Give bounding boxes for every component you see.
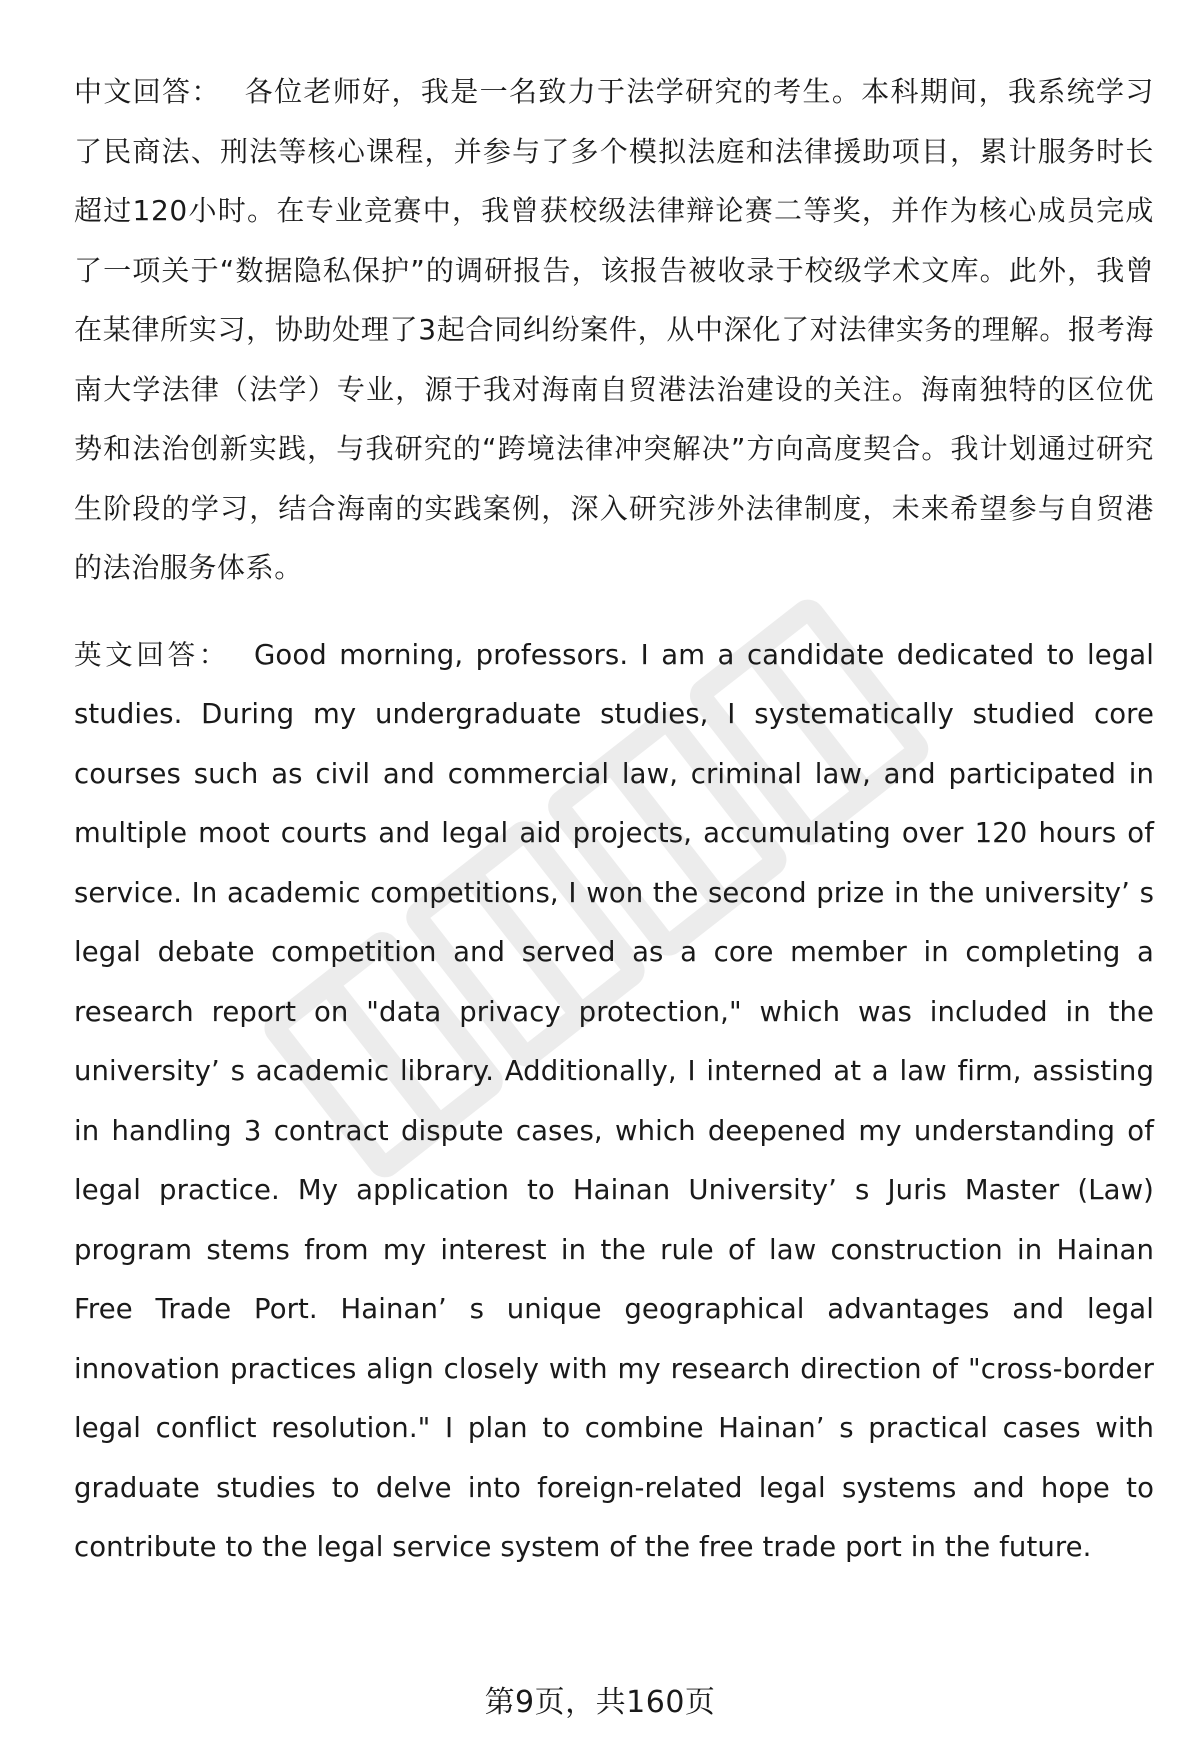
page-indicator: 第9页，共160页 bbox=[484, 1685, 716, 1720]
chinese-answer-text: 各位老师好，我是一名致力于法学研究的考生。本科期间，我系统学习了民商法、刑法等核心课程，并参与了多个模拟法庭和法律援助项目，累计服务时长超过120小时。在专业竞赛中，我曾获校级法律辩论赛二等奖，并作为核心成员完成了一项关于“数据隐私保护”的调研报告，该报告被收录于校级学术文库。此外，我曾在某律所实习，协助处理了3起合同纠纷案件，从中深化了对法律实务的理解。报考海南大学法律（法学）专业，源于我对海南自贸港法治建设的关注。海南独特的区位优势和法治创新实践，与我研究的“跨境法律冲突解决”方向高度契合。我计划通过研究生阶段的学习，结合海南的实践案例，深入研究涉外法律制度，未来希望参与自贸港的法治服务体系。 bbox=[74, 75, 1154, 584]
chinese-answer bbox=[74, 62, 1154, 598]
english-answer bbox=[74, 626, 1154, 1578]
answer-content bbox=[74, 62, 1154, 1578]
english-answer-label: 英文回答： bbox=[74, 638, 231, 671]
english-answer-text: Good morning, professors. I am a candidate dedicated to legal studies. During my undergraduate studies, I systematically studied core courses such as civil and commercial law, criminal law, and participated in multiple moot courts and legal aid projects, accumulating over 120 hours of service. In academic competitions, I won the second prize in the university’ s legal debate competition and served as a core member in completing a research report on "data privacy protection," which was included in the university’ s academic library. Additionally, I interned at a law firm, assisting in handling 3 contract dispute cases, which deepened my understanding of legal practice. My application to Hainan University’ s Juris Master (Law) program stems from my interest in the rule of law construction in Hainan Free Trade Port. Hainan’ s unique geographical advantages and legal innovation practices align closely with my research direction of "cross-border legal conflict resolution." I plan to combine Hainan’ s practical cases with graduate studies to delve into foreign-related legal systems and hope to contribute to the legal service system of the free trade port in the future. bbox=[74, 638, 1155, 1563]
chinese-answer-label: 中文回答： bbox=[74, 75, 221, 108]
